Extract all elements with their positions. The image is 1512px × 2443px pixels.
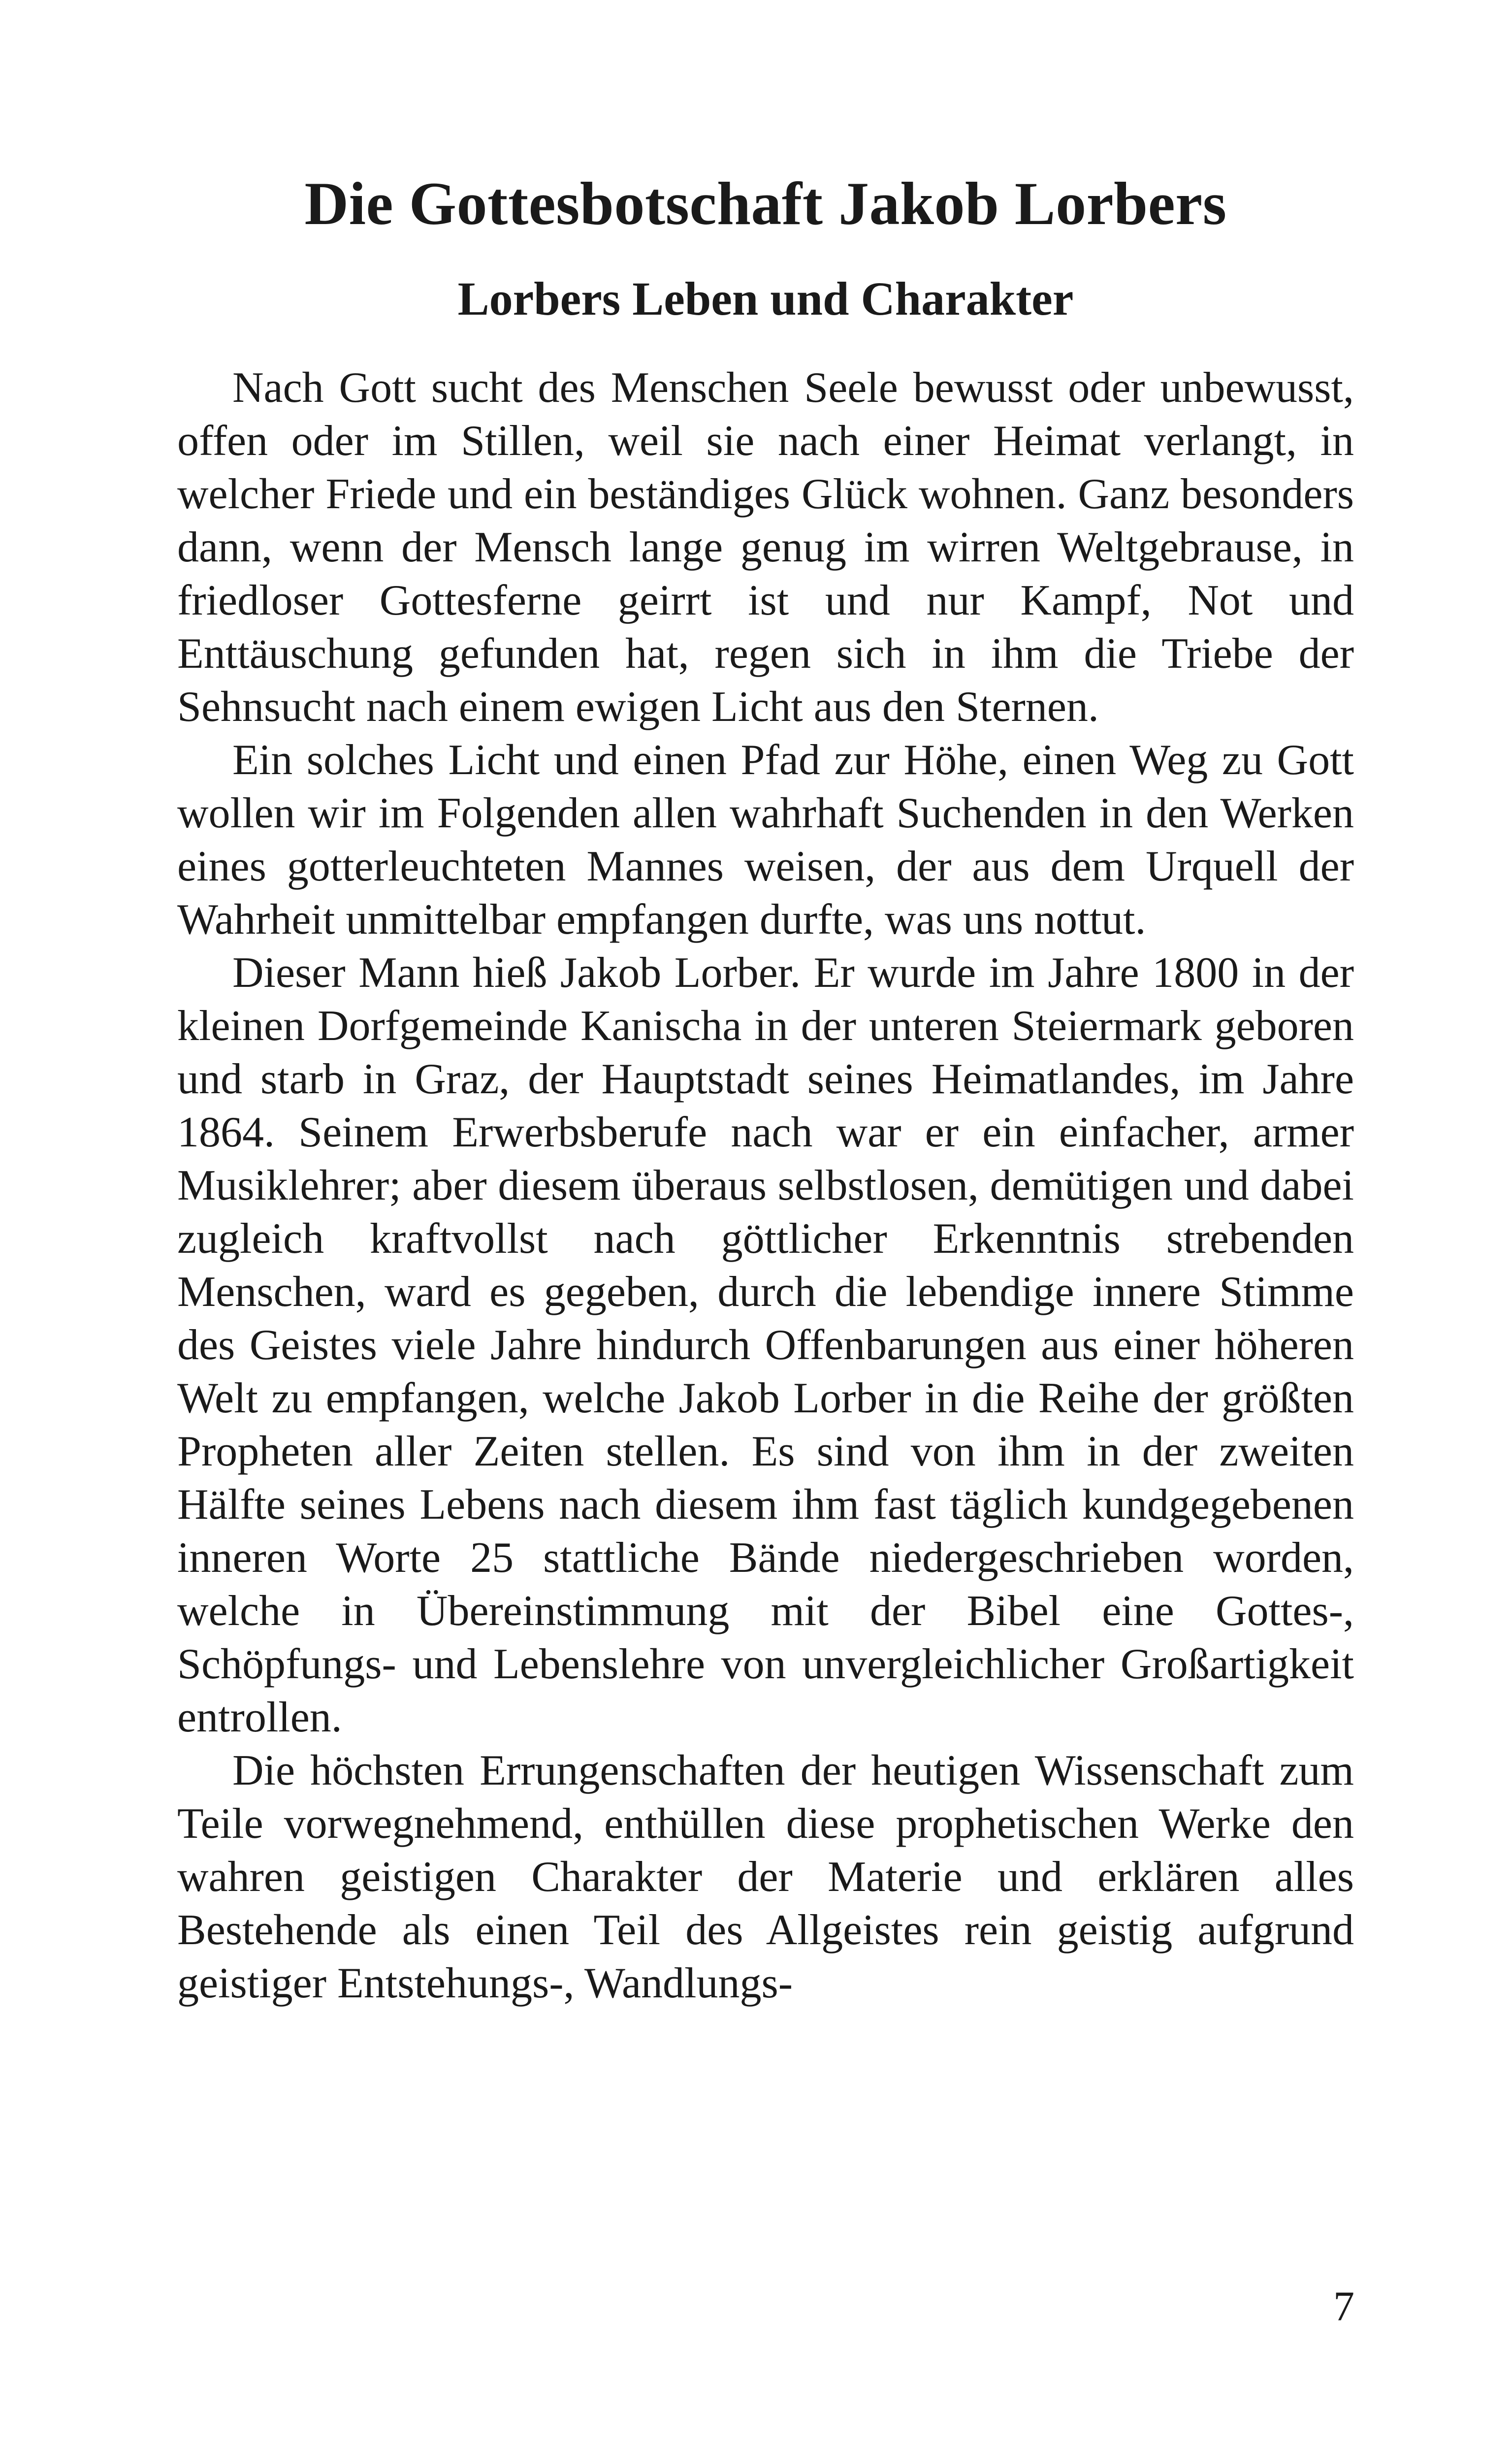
paragraph-1: Nach Gott sucht des Menschen Seele bewusst oder unbewusst, offen oder im Stillen, weil sie nach einer Heimat verlangt, in welcher Friede und ein beständiges Glück wohnen. Ganz besonders dann, wenn der Mensch lange genug im wirren Weltgebrause, in friedloser Gottesferne geirrt ist und nur Kampf, Not und Enttäuschung gefunden hat, regen sich in ihm die Triebe der Sehnsucht nach einem ewigen Licht aus den Sternen. [177,363,1354,731]
paragraph-3: Dieser Mann hieß Jakob Lorber. Er wurde im Jahre 1800 in der kleinen Dorfgemeinde Kanischa in der unteren Steiermark geboren und starb in Graz, der Hauptstadt seines Heimatlandes, im Jahre 1864. Seinem Erwerbsberufe nach war er ein einfacher, armer Musiklehrer; aber diesem überaus selbstlosen, demütigen und dabei zugleich kraftvollst nach göttlicher Erkenntnis strebenden Menschen, ward es gegeben, durch die lebendige innere Stimme des Geistes viele Jahre hindurch Offenbarungen aus einer höheren Welt zu empfangen, welche Jakob Lorber in die Reihe der größten Propheten aller Zeiten stellen. Es sind von ihm in der zweiten Hälfte seines Lebens nach diesem ihm fast täglich kundgegebenen inneren Worte 25 stattliche Bände niedergeschrieben worden, welche in Übereinstimmung mit der Bibel eine Gottes-, Schöpfungs- und Lebenslehre von unvergleichlicher Großartigkeit entrollen. [177,948,1354,1741]
paragraph-2: Ein solches Licht und einen Pfad zur Höhe, einen Weg zu Gott wollen wir im Folgenden allen wahrhaft Suchenden in den Werken eines gotterleuchteten Mannes weisen, der aus dem Urquell der Wahrheit unmittelbar empfangen durfte, was uns nottut. [177,736,1354,944]
book-page [177,167,1354,2010]
section-subtitle: Lorbers Leben und Charakter [457,272,1074,325]
body-text [177,361,1354,2010]
chapter-title: Die Gottesbotschaft Jakob Lorbers [304,170,1227,237]
page-number: 7 [1333,2282,1354,2330]
paragraph-4: Die höchsten Errungenschaften der heutigen Wissenschaft zum Teile vorwegnehmend, enthüllen diese prophetischen Werke den wahren geistigen Charakter der Materie und erklären alles Bestehende als einen Teil des Allgeistes rein geistig aufgrund geistiger Entstehungs-, Wandlungs- [177,1746,1354,2007]
